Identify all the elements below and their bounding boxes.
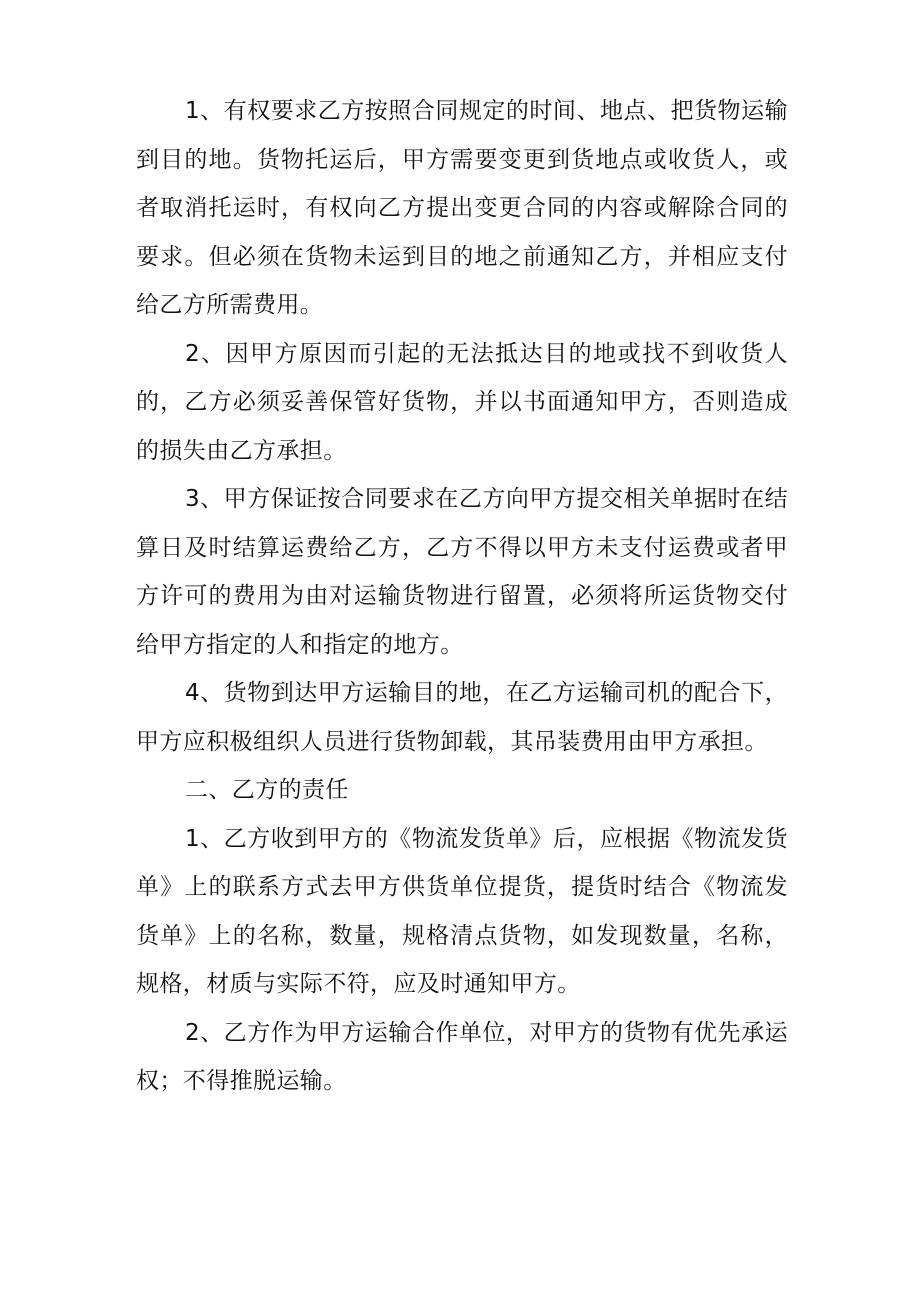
clause-paragraph: 1、有权要求乙方按照合同规定的时间、地点、把货物运输到目的地。货物托运后，甲方需要变更到货地点或收货人，或者取消托运时，有权向乙方提出变更合同的内容或解除合同的要求。但必须在货物未运到目的地之前通知乙方，并相应支付给乙方所需费用。 bbox=[136, 98, 788, 318]
section-heading: 二、乙方的责任 bbox=[185, 777, 349, 803]
clause-paragraph: 4、货物到达甲方运输目的地，在乙方运输司机的配合下，甲方应积极组织人员进行货物卸载，其吊装费用由甲方承担。 bbox=[136, 680, 788, 755]
clause-paragraph: 3、甲方保证按合同要求在乙方向甲方提交相关单据时在结算日及时结算运费给乙方，乙方不得以甲方未支付运费或者甲方许可的费用为由对运输货物进行留置，必须将所运货物交付给甲方指定的人和指定的地方。 bbox=[136, 486, 788, 658]
clause-paragraph: 1、乙方收到甲方的《物流发货单》后，应根据《物流发货单》上的联系方式去甲方供货单位提货，提货时结合《物流发货单》上的名称，数量，规格清点货物，如发现数量，名称，规格，材质与实际不符，应及时通知甲方。 bbox=[136, 825, 788, 997]
clause-paragraph: 2、乙方作为甲方运输合作单位，对甲方的货物有优先承运权；不得推脱运输。 bbox=[136, 1019, 788, 1094]
clause-paragraph: 2、因甲方原因而引起的无法抵达目的地或找不到收货人的，乙方必须妥善保管好货物，并以书面通知甲方，否则造成的损失由乙方承担。 bbox=[136, 340, 788, 464]
document-body bbox=[136, 87, 788, 1106]
